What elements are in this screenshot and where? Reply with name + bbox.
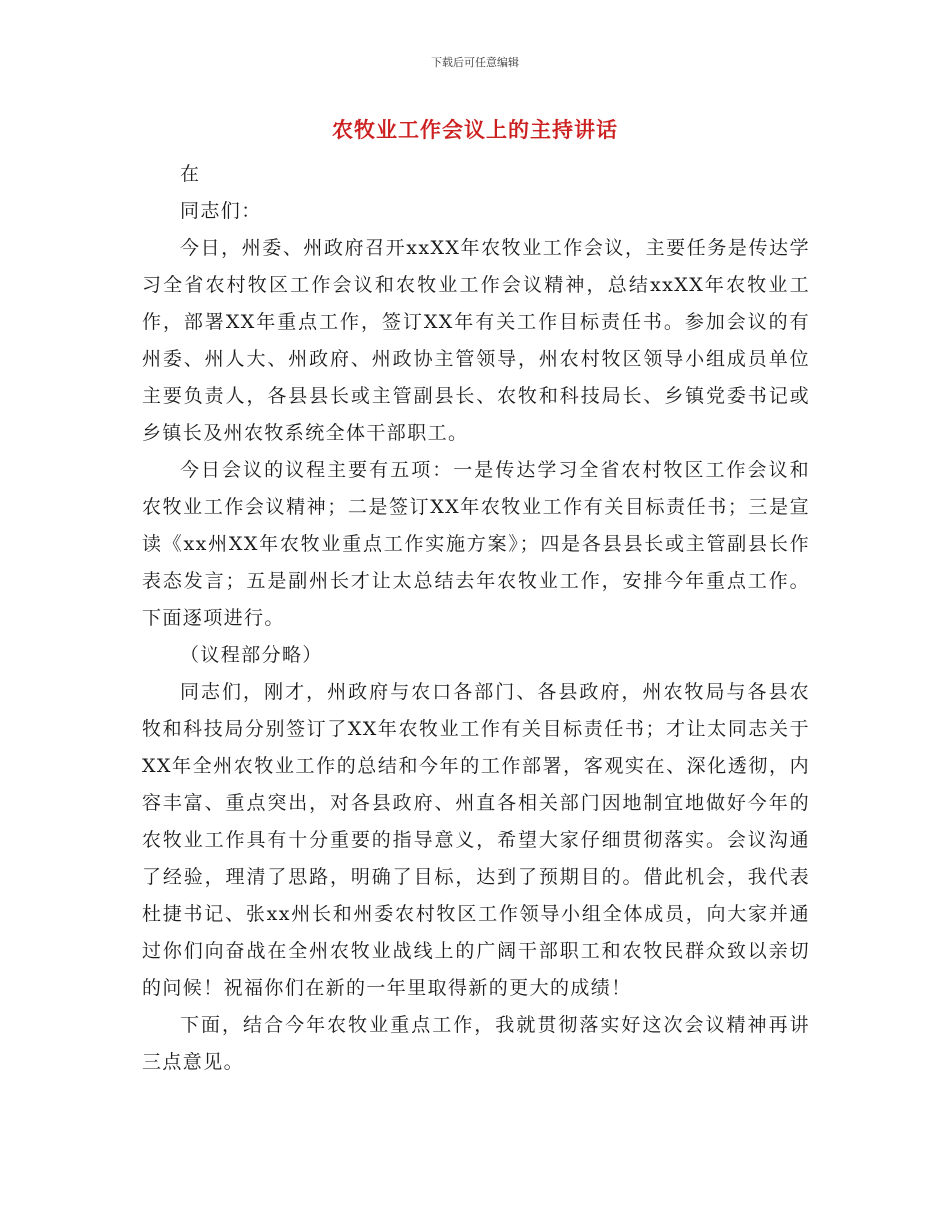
paragraph-location: 在	[180, 163, 201, 185]
paragraph-agenda: 今日会议的议程主要有五项：一是传达学习全省农村牧区工作会议和农牧业工作会议精神；二是签订XX年农牧业工作有关目标责任书；三是宣读《xx州XX年农牧业重点工作实施方案》；四是各县县长或主管副县长作表态发言；五是副州长才让太总结去年农牧业工作，安排今年重点工作。下面逐项进行。	[142, 459, 810, 629]
paragraph-agenda-omitted: （议程部分略）	[180, 644, 323, 666]
document-title: 农牧业工作会议上的主持讲话	[332, 117, 618, 142]
paragraph-closing: 下面，结合今年农牧业重点工作，我就贯彻落实好这次会议精神再讲三点意见。	[142, 1014, 810, 1073]
page-header-note: 下载后可任意编辑	[431, 56, 519, 69]
paragraph-summary: 同志们，刚才，州政府与农口各部门、各县政府，州农牧局与各县农牧和科技局分别签订了XX年农牧业工作有关目标责任书；才让太同志关于XX年全州农牧业工作的总结和今年的工作部署，客观实在、深化透彻，内容丰富、重点突出，对各县政府、州直各相关部门因地制宜地做好今年的农牧业工作具有十分重要的指导意义，希望大家仔细贯彻落实。会议沟通了经验，理清了思路，明确了目标，达到了预期目的。借此机会，我代表杜捷书记、张xx州长和州委农村牧区工作领导小组全体成员，向大家并通过你们向奋战在全州农牧业战线上的广阔干部职工和农牧民群众致以亲切的问候！祝福你们在新的一年里取得新的更大的成绩！	[142, 681, 810, 999]
paragraph-meeting-intro: 今日，州委、州政府召开xxXX年农牧业工作会议，主要任务是传达学习全省农村牧区工作会议和农牧业工作会议精神，总结xxXX年农牧业工作，部署XX年重点工作，签订XX年有关工作目标责任书。参加会议的有州委、州人大、州政府、州政协主管领导，州农村牧区领导小组成员单位主要负责人，各县县长或主管副县长、农牧和科技局长、乡镇党委书记或乡镇长及州农牧系统全体干部职工。	[142, 237, 810, 444]
paragraph-salutation: 同志们：	[180, 200, 262, 222]
document-body	[142, 156, 810, 1081]
